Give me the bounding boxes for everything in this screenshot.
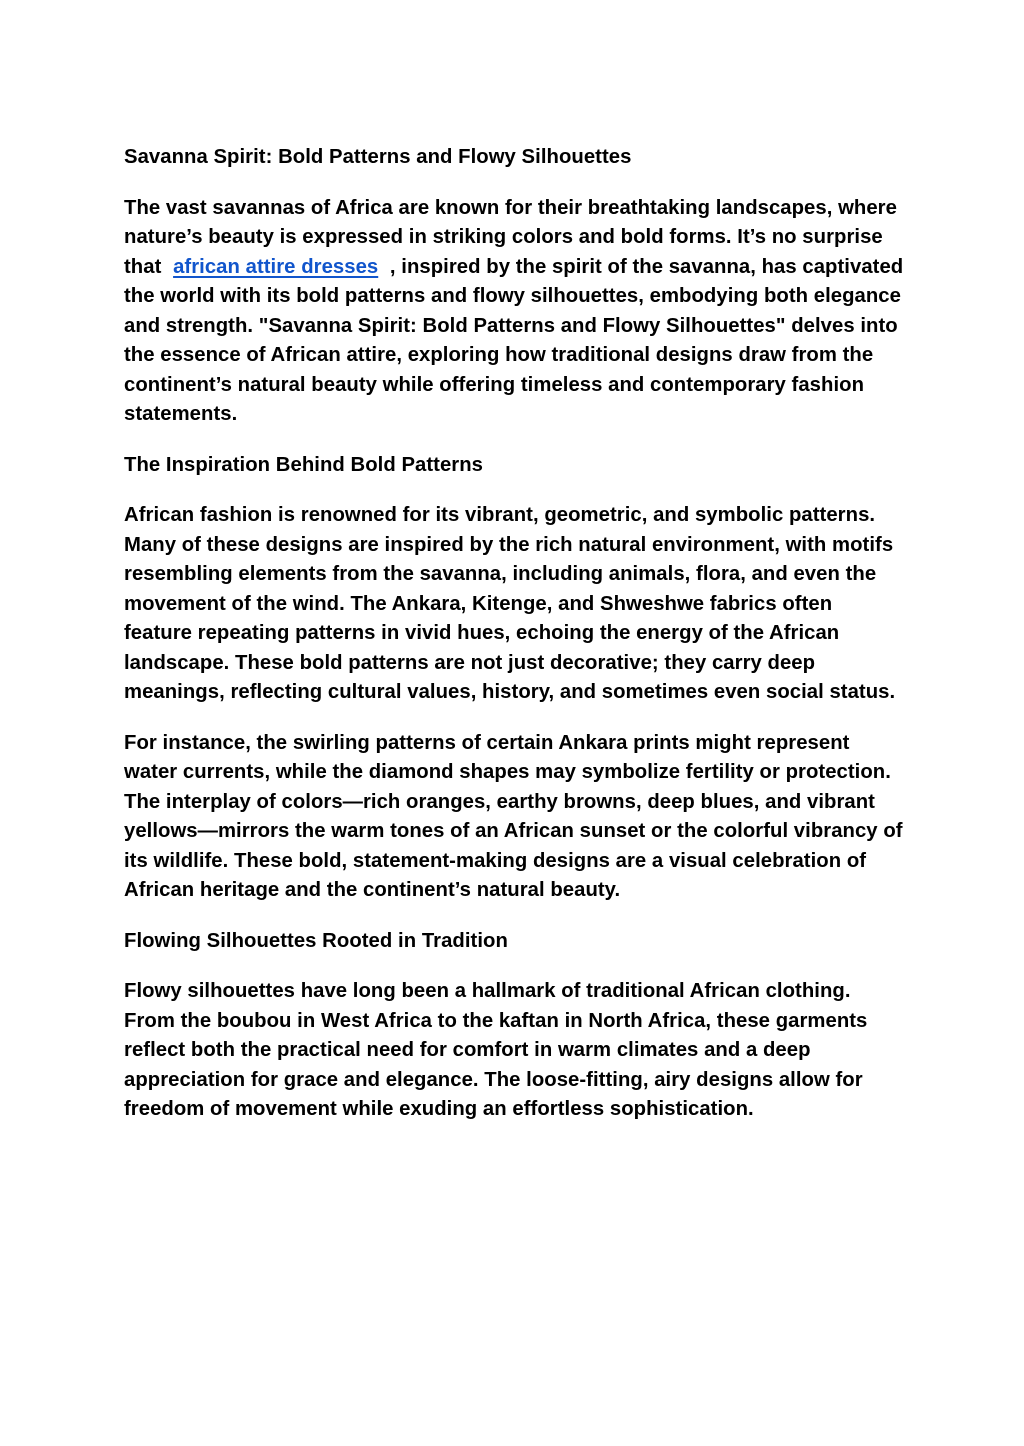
document-title: Savanna Spirit: Bold Patterns and Flowy Silhouettes [124,146,632,168]
section-heading-inspiration: The Inspiration Behind Bold Patterns [124,453,483,476]
document-body [124,143,904,1146]
intro-text-before-link: The vast savannas of Africa are known for their breathtaking landscapes, where nature’s beauty is expressed in striking colors and bold forms. It’s no surprise that [124,196,897,278]
intro-text-after-link: , inspired by the spirit of the savanna, has captivated the world with its bold patterns and flowy silhouettes, embodying both elegance and strength. "Savanna Spirit: Bold Patterns and Flowy Silhouettes" delves into the essence of African attire, exploring how traditional designs draw from the continent’s natural beauty while offering timeless and contemporary fashion statements. [124,255,904,425]
section-heading-silhouettes: Flowing Silhouettes Rooted in Tradition [124,929,508,952]
inspiration-paragraph-2: For instance, the swirling patterns of certain Ankara prints might represent water currents, while the diamond shapes may symbolize fertility or protection. The interplay of colors—rich oranges, earthy browns, deep blues, and vibrant yellows—mirrors the warm tones of an African sunset or the colorful vibrancy of its wildlife. These bold, statement-making designs are a visual celebration of African heritage and the continent’s natural beauty. [124,731,903,901]
african-attire-dresses-link[interactable]: african attire dresses [173,255,379,278]
intro-paragraph [124,194,904,430]
silhouettes-paragraph-1: Flowy silhouettes have long been a hallmark of traditional African clothing. From the boubou in West Africa to the kaftan in North Africa, these garments reflect both the practical need for comfort in warm climates and a deep appreciation for grace and elegance. The loose-fitting, airy designs allow for freedom of movement while exuding an effortless sophistication. [124,980,868,1120]
inspiration-paragraph-1: African fashion is renowned for its vibrant, geometric, and symbolic patterns. Many of these designs are inspired by the rich natural environment, with motifs resembling elements from the savanna, including animals, flora, and even the movement of the wind. The Ankara, Kitenge, and Shweshwe fabrics often feature repeating patterns in vivid hues, echoing the energy of the African landscape. These bold patterns are not just decorative; they carry deep meanings, reflecting cultural values, history, and sometimes even social status. [124,504,896,703]
